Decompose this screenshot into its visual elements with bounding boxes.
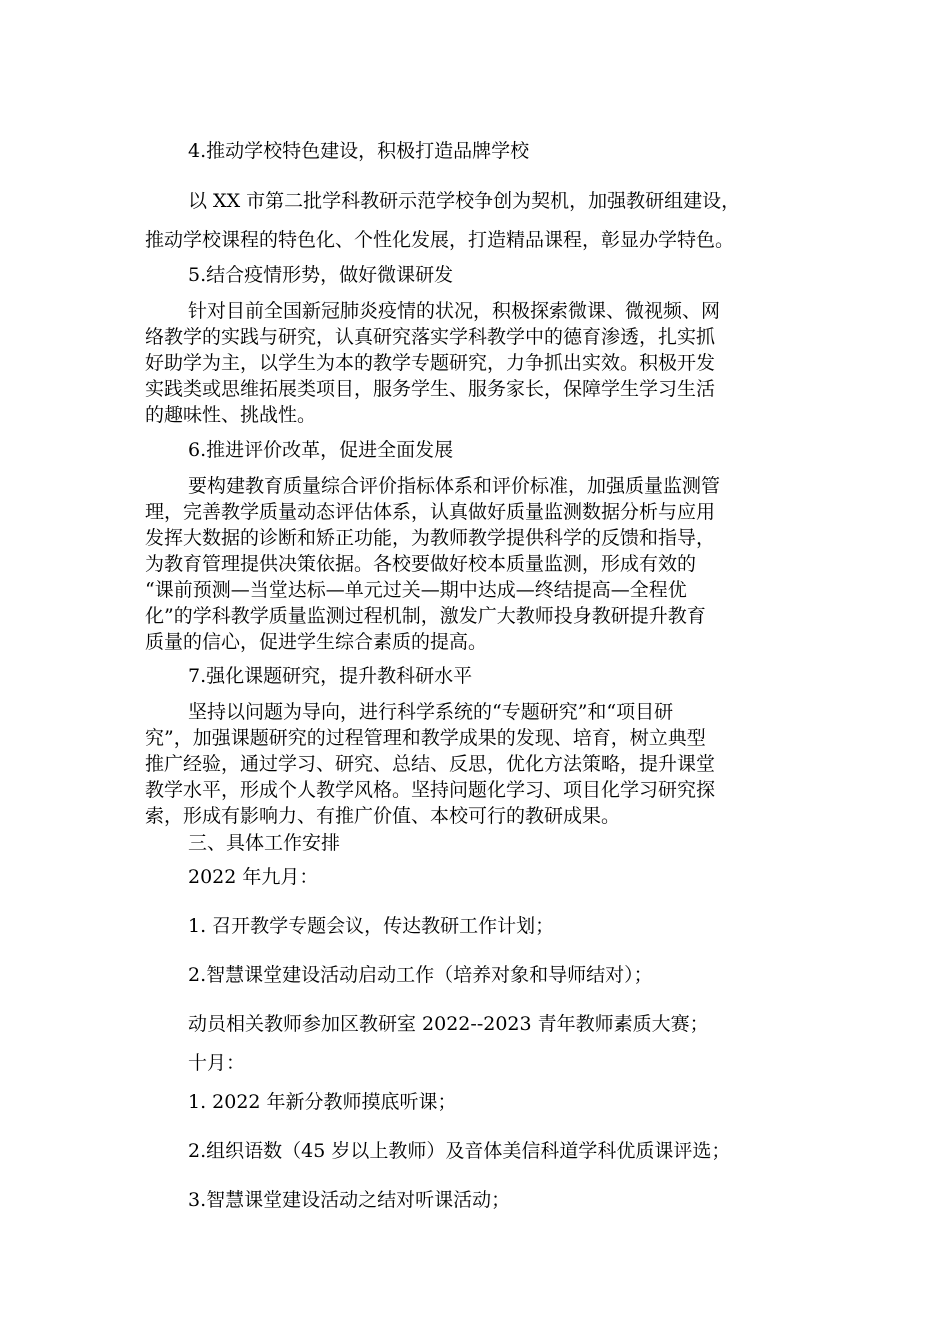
section-3-heading: 三、具体工作安排 bbox=[188, 832, 341, 854]
heading-5: 5.结合疫情形势，做好微课研发 bbox=[188, 264, 454, 286]
para-6-line-3: 发挥大数据的诊断和矫正功能，为教师教学提供科学的反馈和指导， bbox=[145, 527, 716, 549]
para-6-line-2: 理，完善教学质量动态评估体系，认真做好质量监测数据分析与应用 bbox=[145, 501, 716, 523]
para-5-line-2: 络教学的实践与研究，认真研究落实学科教学中的德育渗透，扎实抓 bbox=[145, 326, 716, 348]
september-item-2: 2.智慧课堂建设活动启动工作（培养对象和导师结对）； bbox=[188, 964, 653, 986]
para-7-line-3: 推广经验，通过学习、研究、总结、反思，优化方法策略，提升课堂 bbox=[145, 753, 716, 775]
heading-6: 6.推进评价改革，促进全面发展 bbox=[188, 439, 454, 461]
september-item-1: 1. 召开教学专题会议，传达教研工作计划； bbox=[188, 915, 555, 937]
para-6-line-4: 为教育管理提供决策依据。各校要做好校本质量监测，形成有效的 bbox=[145, 553, 697, 575]
october-title: 十月： bbox=[188, 1052, 246, 1074]
october-item-2: 2.组织语数（45 岁以上教师）及音体美信科道学科优质课评选； bbox=[188, 1140, 731, 1162]
heading-4: 4.推动学校特色建设，积极打造品牌学校 bbox=[188, 140, 530, 162]
para-6-line-7: 质量的信心，促进学生综合素质的提高。 bbox=[145, 631, 488, 653]
para-6-line-6: 化”的学科教学质量监测过程机制，激发广大教师投身教研提升教育 bbox=[145, 605, 706, 627]
para-4-line-2: 推动学校课程的特色化、个性化发展，打造精品课程，彰显办学特色。 bbox=[145, 229, 735, 251]
para-6-line-5: “课前预测—当堂达标—单元过关—期中达成—终结提高—全程优 bbox=[145, 579, 687, 601]
para-7-line-2: 究”，加强课题研究的过程管理和教学成果的发现、培育，树立典型 bbox=[145, 727, 706, 749]
para-7-line-1: 坚持以问题为导向，进行科学系统的“专题研究”和“项目研 bbox=[188, 701, 674, 723]
para-6-line-1: 要构建教育质量综合评价指标体系和评价标准，加强质量监测管 bbox=[188, 475, 721, 497]
para-5-line-3: 好助学为主，以学生为本的教学专题研究，力争抓出实效。积极开发 bbox=[145, 352, 716, 374]
september-item-3: 动员相关教师参加区教研室 2022--2023 青年教师素质大赛； bbox=[188, 1013, 709, 1035]
para-5-line-1: 针对目前全国新冠肺炎疫情的状况，积极探索微课、微视频、网 bbox=[188, 300, 721, 322]
september-title: 2022 年九月： bbox=[188, 866, 319, 888]
para-7-line-5: 索，形成有影响力、有推广价值、本校可行的教研成果。 bbox=[145, 805, 621, 827]
october-item-3: 3.智慧课堂建设活动之结对听课活动； bbox=[188, 1189, 511, 1211]
para-4-line-1: 以 XX 市第二批学科教研示范学校争创为契机，加强教研组建设， bbox=[188, 190, 741, 212]
para-7-line-4: 教学水平，形成个人教学风格。坚持问题化学习、项目化学习研究探 bbox=[145, 779, 716, 801]
para-5-line-4: 实践类或思维拓展类项目，服务学生、服务家长，保障学生学习生活 bbox=[145, 378, 716, 400]
heading-7: 7.强化课题研究，提升教科研水平 bbox=[188, 665, 473, 687]
october-item-1: 1. 2022 年新分教师摸底听课； bbox=[188, 1091, 457, 1113]
para-5-line-5: 的趣味性、挑战性。 bbox=[145, 404, 317, 426]
